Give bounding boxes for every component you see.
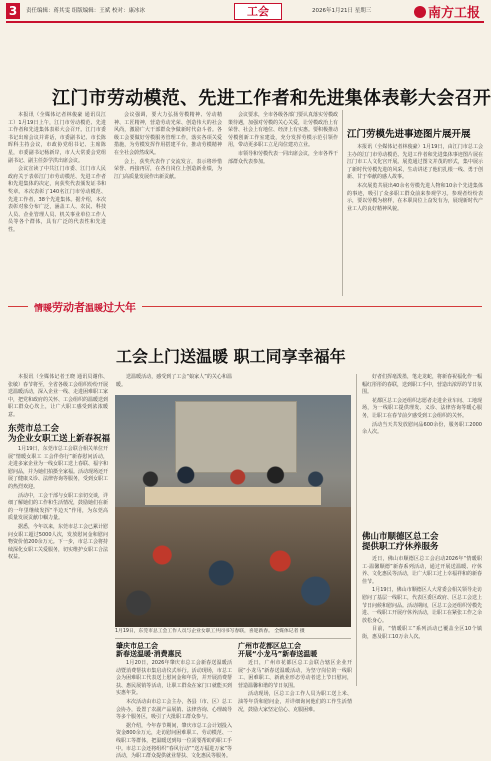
article-headline: 工会上门送温暖 职工同享幸福年 — [116, 347, 346, 366]
article-column — [114, 112, 222, 294]
article-paragraph: 会议强调，要大力弘扬劳模精神、劳动精神、工匠精神，营造劳动光荣、创造伟大的社会风尚，激励广大干部群众争做新时代奋斗者。各级工会要做好劳模服务管理工作，落实各项关爱措施，为劳模发挥作用搭建平台，推动劳模精神在全社会蔚然成风。 — [114, 112, 222, 156]
section-divider — [115, 638, 351, 639]
article-paragraph: 会议要求，全市各级各部门要认真落实劳模政策待遇，加强对劳模的关心关爱，让劳模政治上有荣誉、社会上有地位、经济上有实惠。要积极推动劳模创新工作室建设，充分发挥劳模示范引领作用，带动更多职工立足岗位建功立业。 — [228, 112, 339, 149]
article-paragraph: 本报讯（全媒体记者林俊豪）1月19日，由江门市总工会主办的江门市劳动模范、先进工作者和先进集体事迹图片展在江门市工人文化宫开展。展览通过图文并茂的形式，集中展示了新时代劳模先进的风采，生动讲述了他们扎根一线、勇于创新、甘于奉献的感人故事。 — [347, 144, 483, 181]
article-paragraph: 本报讯（全媒体记者林俊豪 通讯员江工）1月19日上午，江门市劳动模范、先进工作者和先进集体表彰大会召开。江门市委书记出席会议并讲话，市委副书记、市长陈晖科主持会议，市政协党组书记、主席陈星，市委副书记杨新岸，市人大常委会党组副书记、副主任彭学洪出席会议。 — [8, 112, 106, 164]
editor-credits: 责任编辑：蒋其雯 组版编辑：王斌 校对：康冰冰 — [26, 8, 145, 14]
photo-table — [145, 487, 321, 505]
article-paragraph: 据介绍，今年春节期间，肇庆市总工会计划投入资金800余万元，走访慰问困难职工、劳动模范、一线职工等群体，把温暖送到每一位需要帮助的职工手中。市总工会还将组织“春风行动”“送万福进万家”等活动，为职工群众提供就业帮扶、文化惠民等服务。 — [116, 722, 232, 760]
feature-banner — [8, 298, 482, 322]
banner-title — [28, 299, 142, 315]
subhead-guangzhou: 广州市花都区总工会 开展“小龙马”新春送温暖 — [238, 642, 318, 658]
photo-crowd — [115, 507, 351, 627]
article-paragraph: 近日，佛山市顺德区总工会启动2026年“情暖职工·温馨顺德”新春系列活动，通过开展送温暖、疗休养、文化惠民等活动，让广大职工过上幸福祥和的新春佳节。 — [362, 556, 483, 585]
article-paragraph: 1月20日，2026年肇庆市总工会新春送温暖活动暨消费帮扶市集启动仪式举行。活动现场，市总工会为困难职工代表送上慰问金和年货，并开展消费帮扶、惠民展销等活动，让职工群众在家门口就能买到实惠年货。 — [116, 660, 232, 697]
article-column — [228, 112, 338, 294]
banner-tail: 过大年 — [103, 301, 137, 314]
article-paragraph: 好者们挥毫泼墨，笔走龙蛇，将新春祝福化作一幅幅红彤彤的春联，送到职工手中，营造出浓厚的节日氛围。 — [362, 374, 483, 396]
article-paragraph: 本报讯（全媒体记者王晓 通讯员谢伟、张敏）春节将至，全省各级工会组织纷纷开展送温暖活动，深入企业一线、走进困难职工家中，把党和政府的关怀、工会组织的温暖送到职工群众心坎上，让广大职工感受到浓浓暖意。 — [8, 374, 109, 418]
article-column — [362, 556, 482, 686]
article-intro — [8, 374, 108, 420]
article-paragraph: 1月19日，东莞市总工会联合相关单位开展“情暖女职工 工会伴你行”新春慰问活动，走进多家企业为一线女职工送上春联、福字和慰问品，并为她们拍摄全家福。活动现场还开展了健康义诊、法律咨询等服务，受到女职工的热烈欢迎。 — [8, 446, 109, 490]
article-paragraph: 1月19日，佛山市顺德区人大常委会相关领导走访慰问了基层一线职工，代表区委区政府、区总工会送上节日问候和慰问品。活动期间，区总工会还组织劳模先进、一线职工开展疗休养活动，让职工在紧张工作之余放松身心。 — [362, 587, 483, 624]
article-paragraph: 本次展览共展出40余名劳模先进人物和10余个先进集体的事迹，吸引了众多职工群众前来参观学习。参观者纷纷表示，要以劳模为榜样，在本职岗位上奋发有为，展现新时代产业工人的良好精神风貌。 — [347, 182, 483, 212]
article-column — [8, 112, 106, 294]
article-paragraph: 活动现场，区总工会工作人员为职工送上米、油等年货和慰问金，并详细询问他们的工作生活情况，鼓励大家坚定信心、克服困难。 — [238, 691, 352, 713]
page-number: 3 — [6, 3, 20, 19]
article-paragraph: 据悉，今年以来，东莞市总工会已累计慰问女职工超过5000人次，发放慰问金和慰问物资价值200余万元。下一步，市总工会将持续深化女职工关爱服务，切实维护女职工合法权益。 — [8, 523, 109, 561]
article-paragraph: 活动当天共发放慰问品600余份，服务职工2000余人次。 — [362, 421, 482, 436]
article-column — [116, 374, 232, 394]
article-column — [116, 660, 232, 760]
page-header — [0, 0, 490, 24]
column-divider — [342, 110, 343, 296]
subhead-foshan: 佛山市顺德区总工会 提供职工疗休养服务 — [362, 532, 439, 552]
masthead-text: 南方工报 — [428, 6, 481, 21]
subhead-dongguan: 东莞市总工会 为企业女职工送上新春祝福 — [8, 424, 111, 444]
article-paragraph: 送温暖活动，感受到了工会“娘家人”的关心和温暖。 — [116, 374, 232, 388]
subhead-zhaoqing: 肇庆市总工会 新春送温暖·消费惠民 — [116, 642, 182, 658]
issue-date: 2026年1月21日 星期三 — [312, 8, 372, 14]
article-headline: 江门市劳动模范、先进工作者和先进集体表彰大会召开 — [52, 88, 491, 109]
banner-suffix: 温暖 — [85, 304, 104, 314]
article-paragraph: 活动中，工会干部与女职工亲切交谈，详细了解她们的工作和生活情况，鼓励她们在新的一年里继续发挥“半边天”作用，为东莞高质量发展贡献巾帼力量。 — [8, 492, 109, 522]
header-rule — [6, 21, 484, 23]
article-paragraph: 近日，广州市花都区总工会联合辖区企业开展“小龙马”新春送温暖活动，为坚守岗位的一线职工、困难职工、新就业形态劳动者送上节日慰问，营造温馨和谐的节日氛围。 — [238, 660, 352, 689]
article-column — [8, 446, 108, 686]
photo-caption: 1月19日，东莞市总工会工作人员与企业女职工共同书写春联，喜迎新春。 全媒体记者 摄 — [115, 629, 305, 634]
newspaper-logo-icon — [414, 6, 426, 18]
article-column — [238, 660, 352, 713]
article-paragraph: 目前，“情暖职工”系列活动已覆盖全区10个镇街，惠及职工10万余人次。 — [362, 626, 482, 640]
article-paragraph: 市领导和劳模代表一同出席会议，全市各界干部群众代表参加。 — [228, 150, 339, 165]
news-photo — [115, 395, 351, 627]
article-paragraph: 会上，获奖代表作了交流发言，表示将珍惜荣誉、再接再厉，在各自岗位上创造新业绩，为江门高质量发展作出新贡献。 — [114, 158, 222, 180]
article-paragraph: 会议宣读了中共江门市委、江门市人民政府关于表彰江门市劳动模范、先进工作者和先进集体的决定，向获奖代表颁发证书和奖章。本次表彰了140名江门市劳动模范、先进工作者，38个先进集体。据介绍，本次表彰对象分布广泛，涵盖工人、农民、科技人员、企业管理人员、机关事业单位工作人员等各个群体，具有广泛的代表性和先进性。 — [8, 166, 106, 233]
article-paragraph: 花都区总工会还组织志愿者走进企业车间、工地现场，为一线职工提供理发、义诊、法律咨询等暖心服务，让职工在春节前夕感受到工会组织的关怀。 — [362, 397, 483, 419]
section-label: 工会 — [234, 3, 282, 20]
banner-prefix: 情暖 — [34, 304, 53, 314]
article-column — [362, 374, 482, 524]
banner-middle: 劳动者 — [52, 301, 86, 314]
sidebar-text — [347, 144, 483, 294]
column-divider — [356, 374, 357, 686]
sidebar-headline: 江门劳模先进事迹图片展开展 — [347, 129, 471, 140]
article-paragraph: 本次活动由市总工会主办，各县（市、区）总工会协办，设置了农副产品展销、法律咨询、心理疏导等多个服务区，吸引了大批职工群众参与。 — [116, 698, 232, 721]
masthead — [414, 2, 480, 21]
